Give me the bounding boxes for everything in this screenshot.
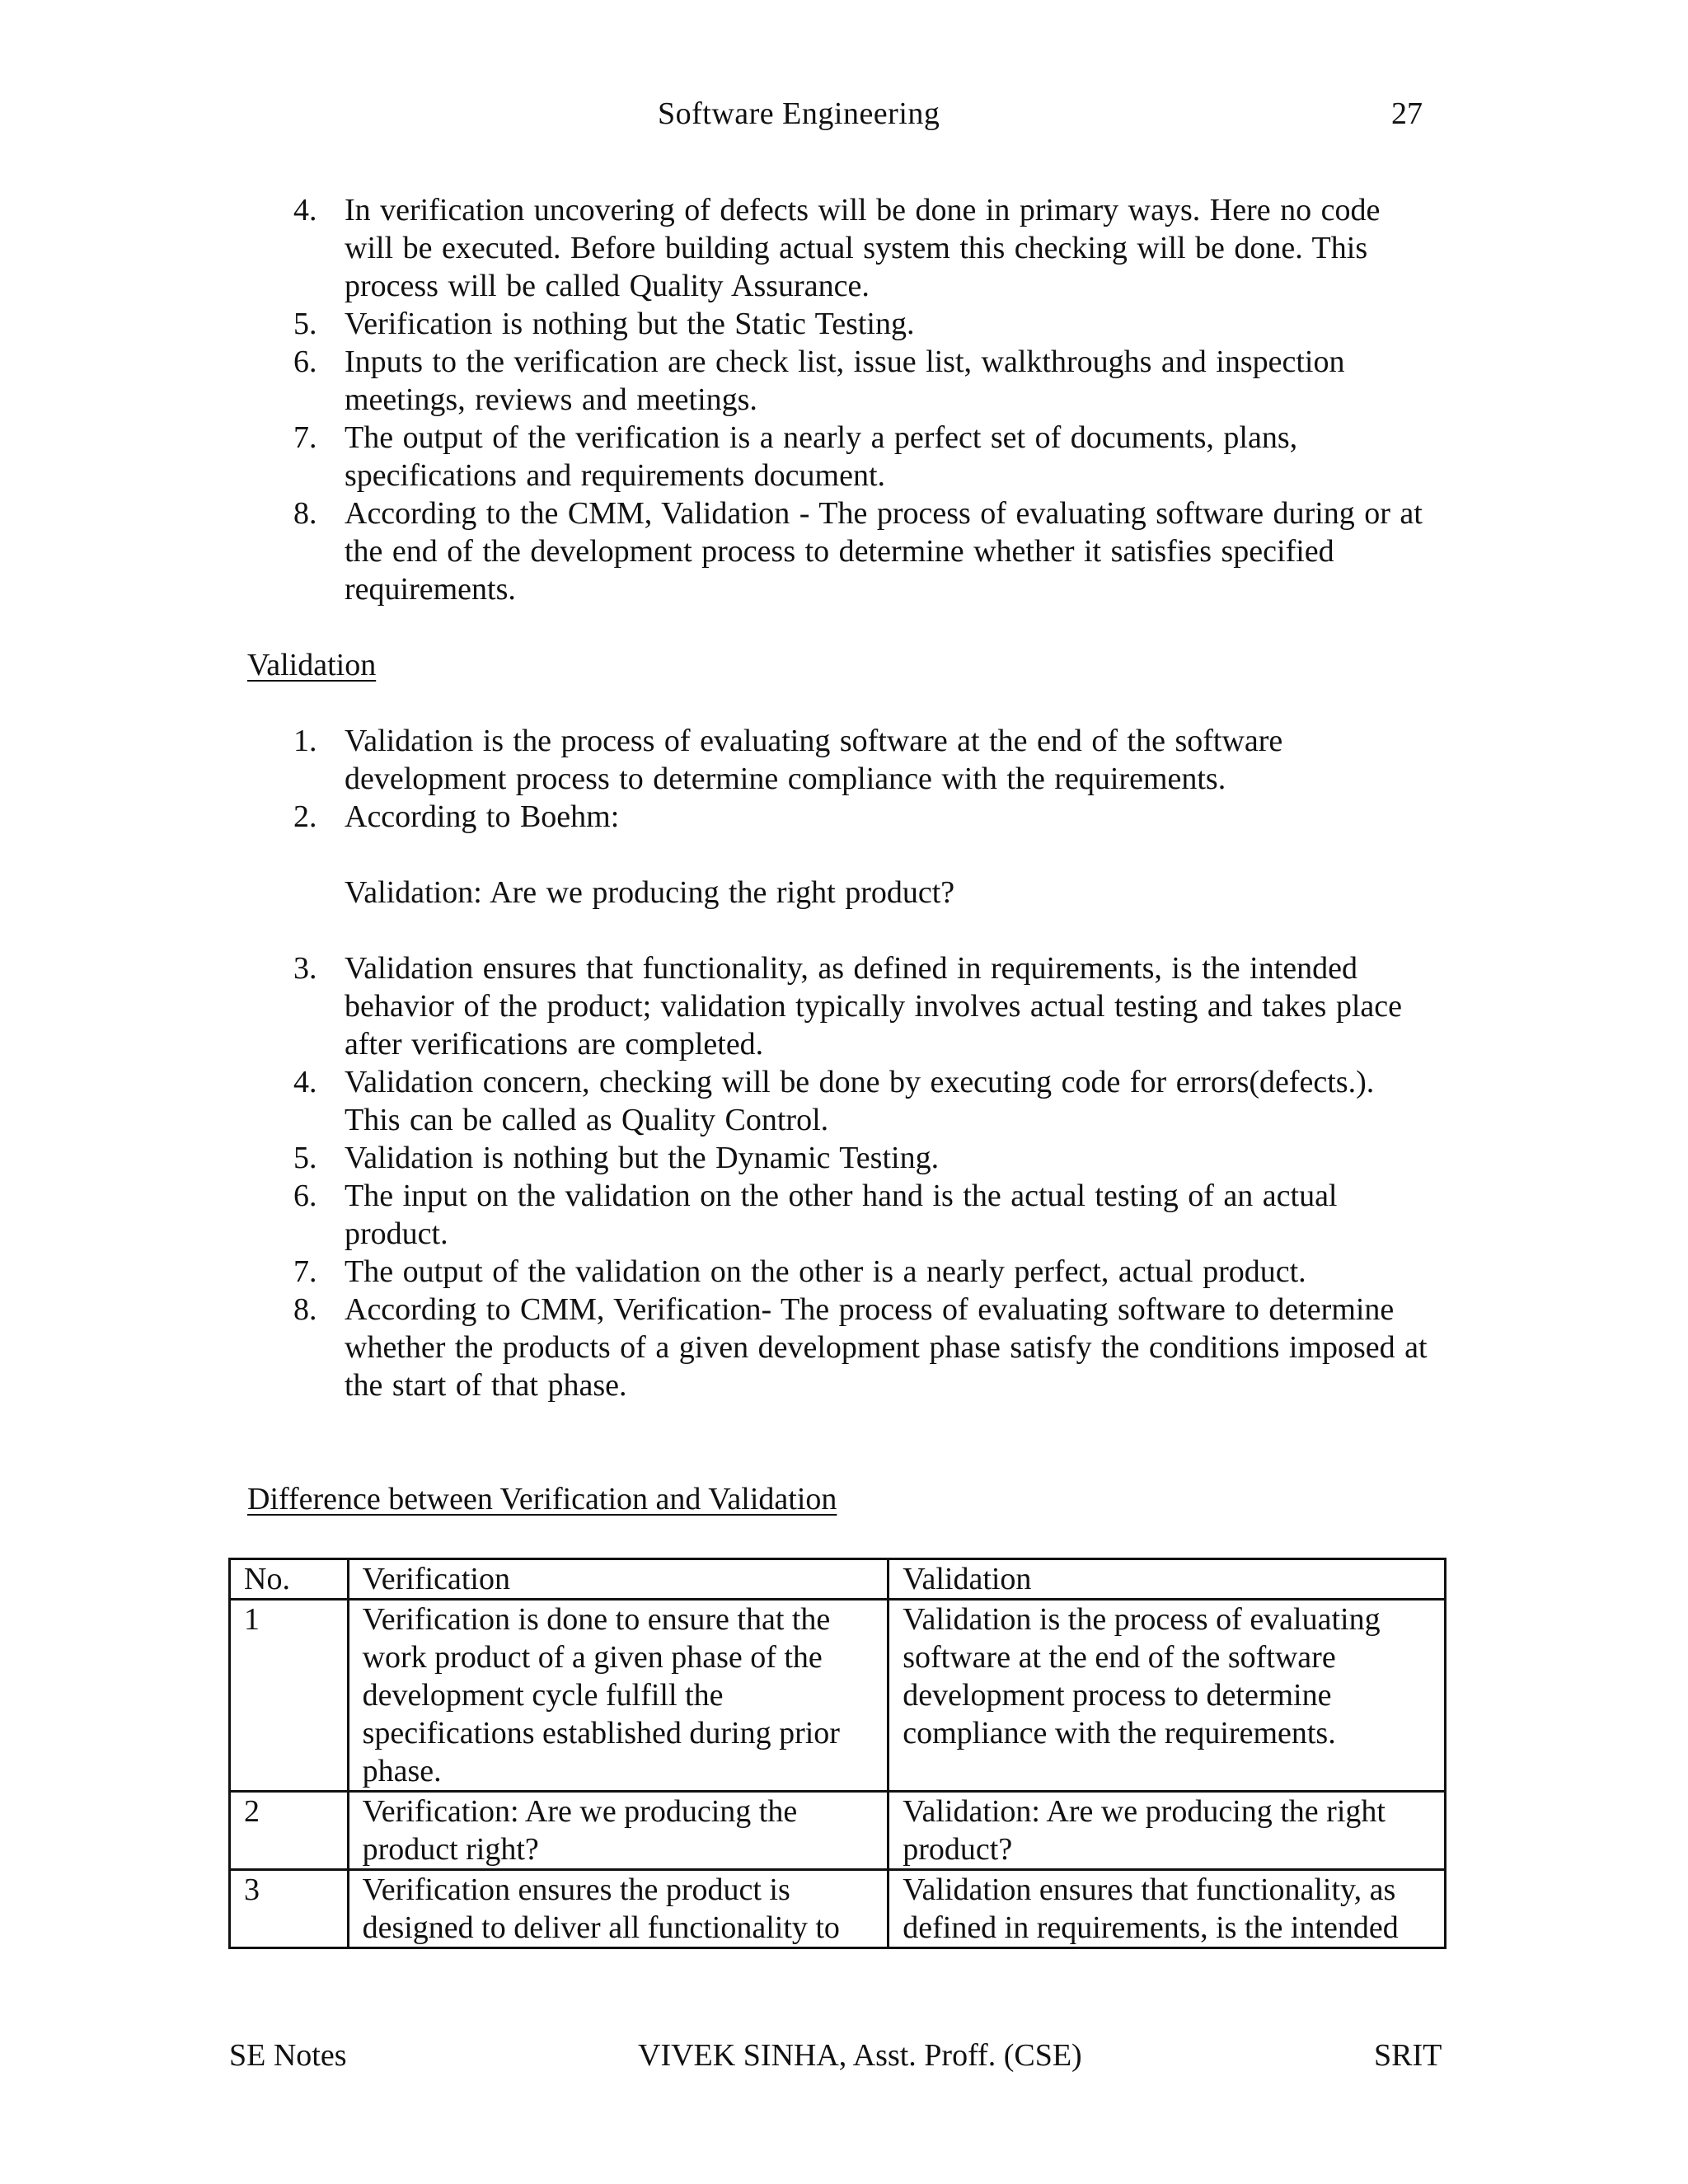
item-number: 5. (293, 307, 317, 341)
verification-cell: Verification is done to ensure that the work product of a given phase of the development cycle fulfill the specifications established during prior phase. (348, 1600, 889, 1792)
item-number: 8. (293, 496, 317, 531)
row-number-cell: 3 (230, 1870, 349, 1948)
list-item (280, 419, 1434, 494)
item-text: The input on the validation on the other hand is the actual testing of an actual product. (345, 1179, 1338, 1251)
item-number: 6. (293, 1179, 317, 1213)
list-item (280, 798, 1434, 912)
column-header-validation: Validation (889, 1559, 1446, 1600)
item-text: According to the CMM, Validation - The process of evaluating software during or at the end of the development process to determine whether it satisfies specified requirements. (345, 496, 1423, 607)
footer-left-text: SE Notes (229, 2038, 347, 2073)
list-item (280, 343, 1434, 419)
verification-cell: Verification: Are we producing the product right? (348, 1792, 889, 1870)
item-text: The output of the validation on the other is a nearly perfect, actual product. (345, 1254, 1306, 1289)
item-text: Validation concern, checking will be done by executing code for errors(defects.). This can be called as Quality Control. (345, 1065, 1375, 1137)
boehm-quote: Validation: Are we producing the right product? (345, 875, 955, 910)
item-number: 8. (293, 1292, 317, 1327)
item-text: Verification is nothing but the Static Testing. (345, 307, 915, 341)
list-item (280, 1177, 1434, 1253)
list-item (280, 1291, 1434, 1404)
item-number: 5. (293, 1141, 317, 1175)
validation-points-list (280, 722, 1434, 1404)
item-text: Validation is nothing but the Dynamic Testing. (345, 1141, 940, 1175)
list-item (280, 1063, 1434, 1139)
item-number: 1. (293, 724, 317, 758)
table-header-row (230, 1559, 1446, 1600)
list-item (280, 949, 1434, 1063)
item-text: Validation ensures that functionality, as defined in requirements, is the intended behavior of the product; validation typically involves actual testing and takes place after verifications are completed. (345, 951, 1402, 1062)
validation-cell: Validation: Are we producing the right product? (889, 1792, 1446, 1870)
item-text: Inputs to the verification are check list, issue list, walkthroughs and inspection meetings, reviews and meetings. (345, 344, 1345, 417)
footer-author-text: VIVEK SINHA, Asst. Proff. (CSE) (638, 2038, 1082, 2073)
verification-cell: Verification ensures the product is designed to deliver all functionality to (348, 1870, 889, 1948)
item-text: Validation is the process of evaluating software at the end of the software development process to determine compliance with the requirements. (345, 724, 1283, 796)
row-number-cell: 2 (230, 1792, 349, 1870)
footer-right-text: SRIT (1374, 2038, 1442, 2073)
column-header-verification: Verification (348, 1559, 889, 1600)
verification-points-list (280, 191, 1434, 608)
item-number: 7. (293, 1254, 317, 1289)
difference-heading: Difference between Verification and Validation (247, 1482, 837, 1516)
row-number-cell: 1 (230, 1600, 349, 1792)
item-text: In verification uncovering of defects will be done in primary ways. Here no code will be executed. Before building actual system this checking will be done. This process will be called Quality Assurance. (345, 193, 1381, 303)
page-header-title: Software Engineering (658, 96, 940, 131)
item-number: 2. (293, 799, 317, 834)
list-item (280, 191, 1434, 305)
list-item (280, 494, 1434, 608)
list-item (280, 1139, 1434, 1177)
item-text: The output of the verification is a nearly a perfect set of documents, plans, specifications and requirements document. (345, 420, 1298, 493)
item-text: According to CMM, Verification- The process of evaluating software to determine whether the products of a given development phase satisfy the conditions imposed at the start of that phase. (345, 1292, 1428, 1403)
table-row (230, 1870, 1446, 1948)
item-number: 7. (293, 420, 317, 455)
validation-heading: Validation (247, 648, 377, 682)
list-item (280, 305, 1434, 343)
validation-cell: Validation is the process of evaluating software at the end of the software development process to determine compliance with the requirements. (889, 1600, 1446, 1792)
column-header-no: No. (230, 1559, 349, 1600)
item-number: 3. (293, 951, 317, 986)
table-row (230, 1600, 1446, 1792)
list-item (280, 1253, 1434, 1291)
item-number: 4. (293, 1065, 317, 1099)
item-number: 6. (293, 344, 317, 379)
list-item (280, 722, 1434, 798)
item-number: 4. (293, 193, 317, 227)
difference-table (228, 1558, 1447, 1949)
validation-cell: Validation ensures that functionality, as defined in requirements, is the intended (889, 1870, 1446, 1948)
item-text: According to Boehm: (345, 799, 620, 834)
page-number: 27 (1391, 96, 1423, 131)
table-row (230, 1792, 1446, 1870)
